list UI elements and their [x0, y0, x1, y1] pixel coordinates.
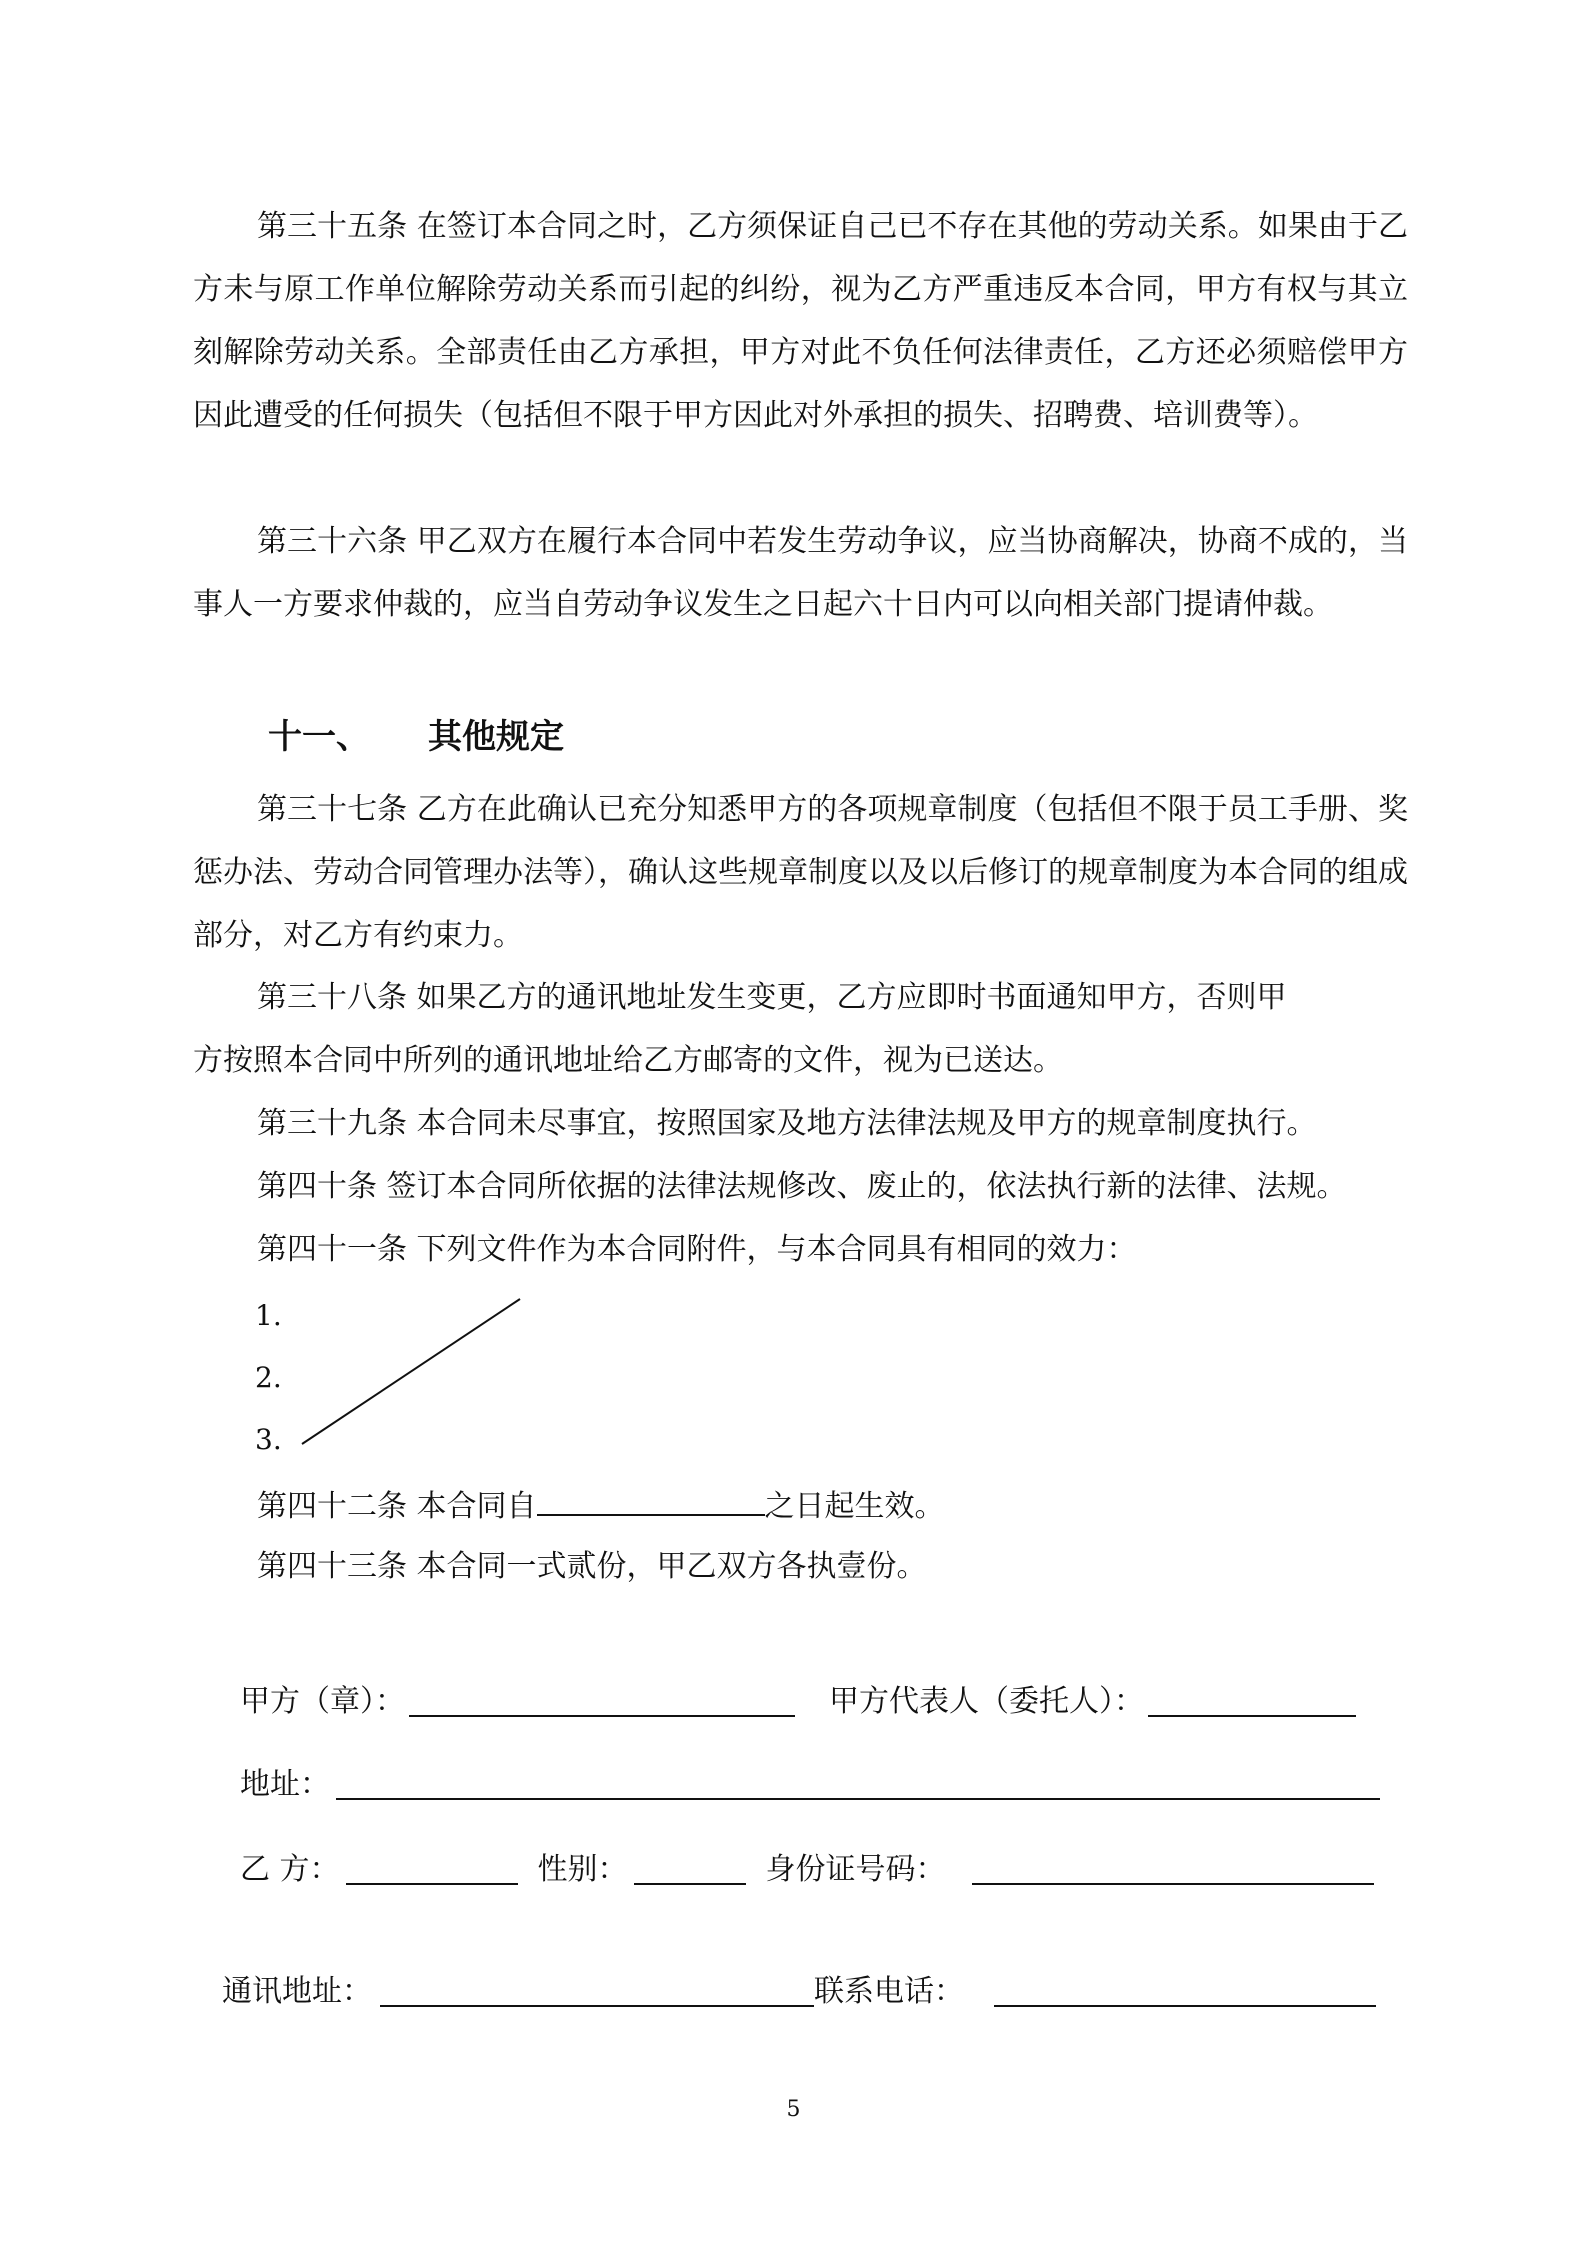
article-41: 第四十一条 下列文件作为本合同附件，与本合同具有相同的效力： — [257, 1232, 1137, 1267]
party-a-seal-label: 甲方（章）： — [240, 1684, 405, 1719]
party-b-label: 乙 方： — [240, 1852, 340, 1887]
party-b-field[interactable] — [346, 1853, 518, 1885]
article-38-line-1: 第三十八条 如果乙方的通讯地址发生变更，乙方应即时书面通知甲方，否则甲 — [257, 980, 1287, 1015]
article-38-line-2: 方按照本合同中所列的通讯地址给乙方邮寄的文件，视为已送达。 — [193, 1043, 1063, 1078]
attachment-item: 3. — [255, 1423, 282, 1456]
article-42-suffix: 之日起生效。 — [764, 1489, 945, 1524]
phone-field[interactable] — [994, 1975, 1376, 2007]
party-a-seal-field[interactable] — [409, 1685, 795, 1717]
signature-row-4 — [222, 1972, 1376, 2012]
address-label: 地址： — [240, 1767, 330, 1802]
article-35: 第三十五条 在签订本合同之时，乙方须保证自己已不存在其他的劳动关系。如果由于乙方未与原工作单位解除劳动关系而引起的纠纷，视为乙方严重违反本合同，甲方有权与其立刻解除劳动关系。全部责任由乙方承担，甲方对此不负任何法律责任，乙方还必须赔偿甲方因此遭受的任何损失（包括但不限于甲方因此对外承担的损失、招聘费、培训费等）。 — [193, 209, 1408, 433]
signature-row-2 — [240, 1765, 1380, 1805]
party-a-rep-field[interactable] — [1148, 1685, 1356, 1717]
contact-address-label: 通讯地址： — [222, 1974, 372, 2009]
article-40: 第四十条 签订本合同所依据的法律法规修改、废止的，依法执行新的法律、法规。 — [257, 1169, 1347, 1204]
article-42-prefix: 第四十二条 本合同自 — [257, 1489, 537, 1524]
id-number-field[interactable] — [972, 1853, 1374, 1885]
article-36: 第三十六条 甲乙双方在履行本合同中若发生劳动争议，应当协商解决，协商不成的，当事人一方要求仲裁的，应当自劳动争议发生之日起六十日内可以向相关部门提请仲裁。 — [193, 524, 1408, 622]
attachment-item: 2. — [255, 1361, 282, 1394]
party-a-rep-label: 甲方代表人（委托人）： — [829, 1684, 1144, 1719]
section-number: 十一、 — [268, 717, 370, 757]
signature-row-1 — [240, 1682, 1356, 1722]
effective-date-blank[interactable] — [537, 1484, 765, 1516]
id-number-label: 身份证号码： — [765, 1852, 946, 1887]
gender-label: 性别： — [537, 1852, 628, 1887]
signature-row-3 — [240, 1850, 1374, 1890]
phone-label: 联系电话： — [814, 1974, 964, 2009]
article-39: 第三十九条 本合同未尽事宜，按照国家及地方法律法规及甲方的规章制度执行。 — [257, 1106, 1317, 1141]
article-43: 第四十三条 本合同一式贰份，甲乙双方各执壹份。 — [257, 1549, 927, 1584]
article-42 — [257, 1484, 945, 1527]
section-title: 其他规定 — [428, 717, 564, 757]
address-field[interactable] — [336, 1768, 1380, 1800]
contact-address-field[interactable] — [380, 1975, 814, 2007]
attachment-item: 1. — [255, 1299, 282, 1332]
gender-field[interactable] — [634, 1853, 746, 1885]
article-37: 第三十七条 乙方在此确认已充分知悉甲方的各项规章制度（包括但不限于员工手册、奖惩办法、劳动合同管理办法等），确认这些规章制度以及以后修订的规章制度为本合同的组成部分，对乙方有约束力。 — [193, 792, 1408, 953]
page-number: 5 — [786, 2097, 801, 2122]
